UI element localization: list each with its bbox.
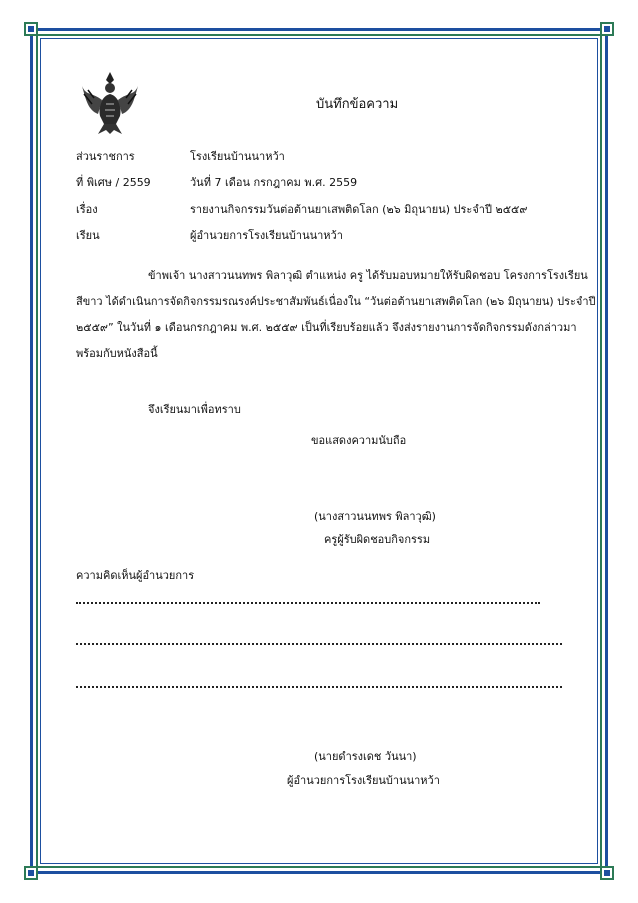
body-line: ๒๕๕๙” ในวันที่ ๑ เดือนกรกฎาคม พ.ศ. ๒๕๕๙ เป็นที่เรียบร้อยแล้ว จึงส่งรายงานการจัดกิจกรรมดังกล่าวมา [76, 321, 577, 334]
sender-position: ครูผู้รับผิดชอบกิจกรรม [324, 533, 431, 546]
opinion-dotted-line [76, 686, 562, 688]
director-opinion-label: ความคิดเห็นผู้อำนวยการ [76, 569, 195, 582]
opinion-dotted-line [76, 602, 540, 604]
director-position: ผู้อำนวยการโรงเรียนบ้านนาหว้า [287, 774, 440, 787]
opinion-dotted-line [76, 643, 562, 645]
field-label-subject: เรื่อง [76, 203, 98, 216]
field-value-to: ผู้อำนวยการโรงเรียนบ้านนาหว้า [190, 229, 343, 242]
body-line: ข้าพเจ้า นางสาวนนทพร พิลาวุฒิ ตำแหน่ง ครู ได้รับมอบหมายให้รับผิดชอบ โครงการโรงเรียน [148, 269, 588, 282]
body-line: พร้อมกับหนังสือนี้ [76, 347, 158, 360]
regards-text: ขอแสดงความนับถือ [311, 434, 407, 447]
field-label-to: เรียน [76, 229, 100, 242]
field-value-subject: รายงานกิจกรรมวันต่อต้านยาเสพติดโลก (๒๖ มิถุนายน) ประจำปี ๒๕๕๙ [190, 203, 528, 216]
memo-title: บันทึกข้อความ [316, 97, 399, 112]
field-value-department: โรงเรียนบ้านนาหว้า [190, 150, 285, 163]
corner-ornament-top-left [24, 22, 38, 36]
corner-ornament-top-right [600, 22, 614, 36]
garuda-emblem-icon [80, 70, 140, 136]
field-label-reference: ที่ พิเศษ / 2559 [76, 176, 151, 189]
director-name: (นายดำรงเดช วันนา) [314, 750, 417, 763]
field-label-department: ส่วนราชการ [76, 150, 135, 163]
sender-name: (นางสาวนนทพร พิลาวุฒิ) [314, 510, 436, 523]
closing-text: จึงเรียนมาเพื่อทราบ [148, 403, 241, 416]
field-value-date: วันที่ 7 เดือน กรกฎาคม พ.ศ. 2559 [190, 176, 358, 189]
body-line: สีขาว ได้ดำเนินการจัดกิจกรรมรณรงค์ประชาสัมพันธ์เนื่องใน “วันต่อต้านยาเสพติดโลก (๒๖ มิถุนายน) ประจำปี [76, 295, 596, 308]
corner-ornament-bottom-right [600, 866, 614, 880]
corner-ornament-bottom-left [24, 866, 38, 880]
